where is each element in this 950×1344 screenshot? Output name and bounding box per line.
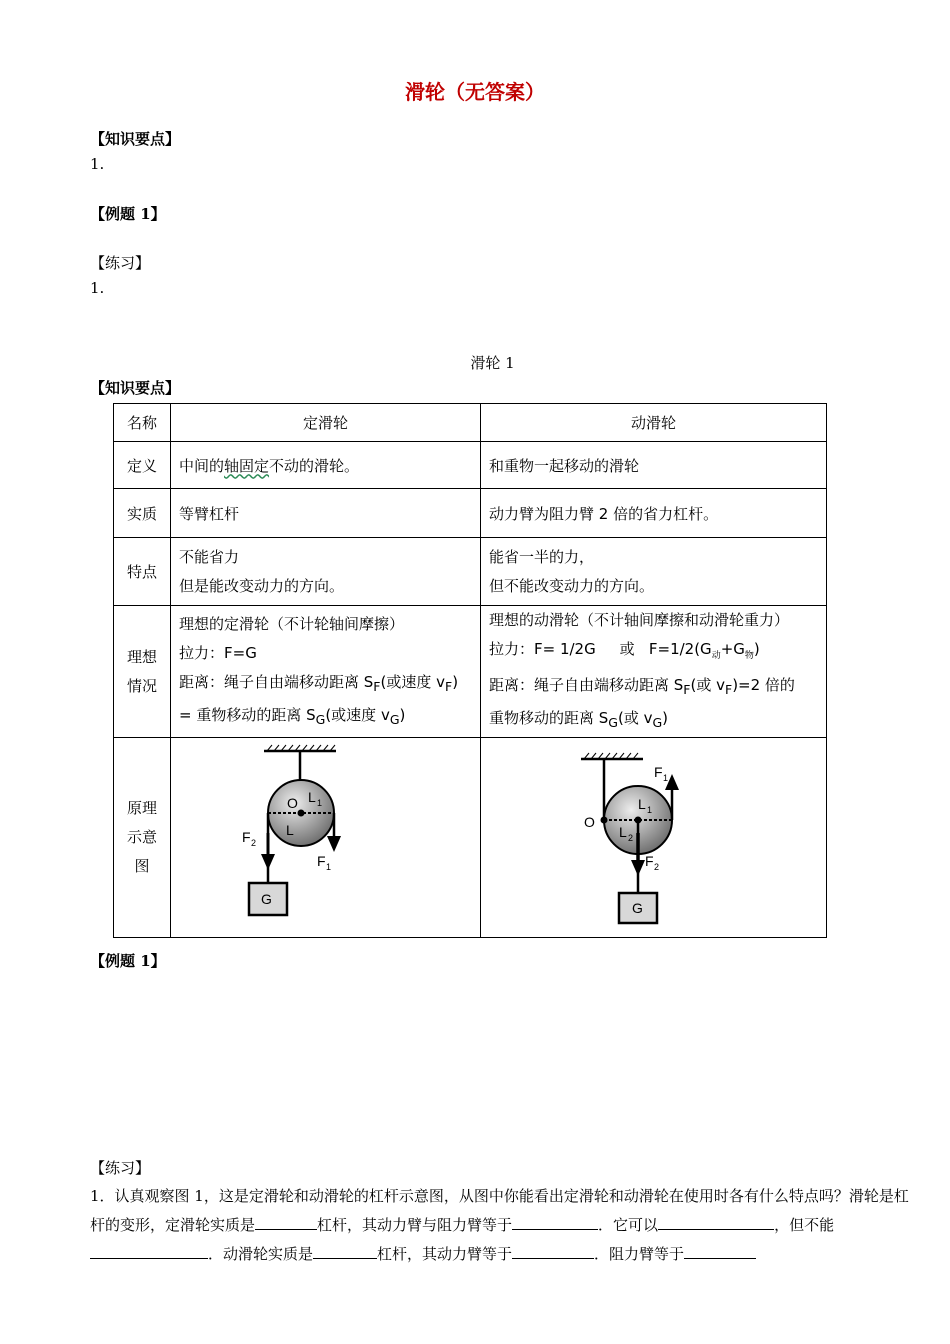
label-f1: F — [654, 764, 663, 780]
table-row-ideal — [114, 606, 827, 738]
fixed-ideal-line-3 — [179, 668, 472, 701]
movable-definition: 和重物一起移动的滑轮 — [481, 442, 827, 489]
movable-feature-1: 能省一半的力， — [489, 547, 595, 566]
label-f2: F — [645, 853, 654, 869]
fixed-feature-2: 但是能改变动力的方向。 — [179, 576, 345, 595]
fixed-feature-1: 不能省力 — [179, 547, 240, 566]
fixed-pulley-diagram — [171, 738, 481, 933]
movable-ideal-line-2 — [489, 635, 818, 671]
label-l1: L — [638, 796, 646, 812]
label-f2-sub: 2 — [654, 862, 660, 872]
q1-text-e: ，但不能 — [774, 1216, 835, 1234]
row-label-definition: 定义 — [114, 442, 171, 489]
fixed-ideal-4c: ) — [399, 705, 406, 724]
movable-essence: 动力臂为阻力臂 2 倍的省力杠杆。 — [481, 489, 827, 538]
q1-text-b: 杠杆 — [317, 1216, 348, 1234]
movable-ideal-4c: ) — [662, 709, 669, 727]
row-label-ideal — [114, 606, 171, 738]
q1-text-h: ．阻力臂等于 — [594, 1245, 685, 1263]
q1-text-f: ．动滑轮实质是 — [208, 1245, 314, 1263]
section-practice-heading-2: 【练习】 — [90, 1159, 151, 1177]
movable-ideal-2-sub: 动 — [711, 651, 721, 661]
row-label-features: 特点 — [114, 538, 171, 606]
movable-feature-2: 但不能改变动力的方向。 — [489, 576, 655, 595]
table-row-definition — [114, 442, 827, 489]
movable-ideal-3a: 距离：绳子自由端移动距离 S — [489, 676, 684, 694]
label-l2: L — [619, 824, 627, 840]
movable-ideal-4b: (或 v — [617, 709, 653, 727]
pulley-comparison-table — [113, 403, 827, 938]
fixed-pulley-diagram-cell — [171, 738, 481, 938]
answer-blank-5[interactable] — [313, 1244, 377, 1259]
movable-ideal-4a: 重物移动的距离 S — [489, 709, 609, 727]
section-example-heading: 【例题 1】 — [90, 205, 166, 223]
q1-text-a: 1．认真观察图 1，这是定滑轮和动滑轮的杠杆示意图，从图中你能看出定滑轮和动滑轮在使用时各有什么特点吗？滑轮是杠杆的变形，定滑轮实质是 — [90, 1187, 909, 1234]
table-row-diagram — [114, 738, 827, 938]
movable-ideal-2-sub2: 物 — [744, 651, 754, 661]
movable-ideal-3-sub: F — [683, 682, 691, 697]
answer-blank-3b[interactable] — [742, 1215, 774, 1230]
label-f1-sub: 1 — [663, 773, 669, 783]
force-f2-arrow — [261, 854, 275, 870]
ceiling-hatch — [264, 745, 336, 751]
fixed-ideal-3-sub2: F — [445, 678, 453, 694]
ceiling-hatch — [581, 753, 643, 759]
movable-ideal — [481, 606, 827, 738]
fixed-features — [171, 538, 481, 606]
movable-ideal-line-1: 理想的动滑轮（不计轴间摩擦和动滑轮重力） — [489, 611, 790, 629]
section-knowledge-heading-2: 【知识要点】 — [90, 379, 181, 397]
label-f1: F — [317, 853, 326, 869]
fixed-definition-marked: 轴固定 — [224, 456, 270, 475]
row-label-diagram-1: 原理 — [126, 799, 157, 817]
answer-blank-3[interactable] — [658, 1215, 742, 1230]
movable-ideal-line-3 — [489, 671, 818, 704]
label-o: O — [584, 814, 595, 830]
movable-ideal-3c: )=2 倍的 — [732, 676, 795, 694]
answer-blank-4[interactable] — [90, 1244, 208, 1259]
fixed-ideal-3a: 距离：绳子自由端移动距离 S — [179, 672, 374, 691]
fixed-definition-text-2: 不动的滑轮。 — [269, 456, 360, 475]
movable-ideal-3b: (或 v — [690, 676, 725, 694]
practice-question-1 — [90, 1182, 910, 1269]
fixed-ideal-4b: (或速度 v — [325, 705, 390, 724]
movable-ideal-2b: +G — [720, 640, 745, 658]
section-practice-heading: 【练习】 — [90, 254, 151, 272]
label-l1-sub: 1 — [647, 805, 653, 815]
fixed-definition — [171, 442, 481, 489]
header-fixed-pulley: 定滑轮 — [171, 404, 481, 442]
movable-ideal-line-4 — [489, 704, 818, 737]
row-label-diagram-2: 示意 — [126, 828, 157, 846]
pivot-point — [601, 817, 608, 824]
header-name: 名称 — [114, 404, 171, 442]
fixed-ideal-4a: = 重物移动的距离 S — [179, 705, 316, 724]
row-label-ideal-2: 情况 — [126, 676, 157, 695]
fixed-ideal-3-sub: F — [373, 678, 381, 694]
fixed-ideal-line-2: 拉力：F=G — [179, 643, 257, 662]
fixed-ideal-4-sub: G — [315, 711, 326, 727]
force-f1-arrow — [327, 836, 341, 852]
pivot-point — [298, 810, 305, 817]
label-f2-sub: 2 — [251, 838, 257, 848]
answer-blank-7[interactable] — [684, 1244, 756, 1259]
fixed-ideal-line-1: 理想的定滑轮（不计轮轴间摩擦） — [179, 614, 405, 633]
label-l2-sub: 2 — [628, 833, 634, 843]
answer-blank-1[interactable] — [255, 1215, 317, 1230]
practice-item-1: 1. — [90, 279, 105, 297]
fixed-ideal — [171, 606, 481, 738]
q1-text-d: ．它可以 — [598, 1216, 659, 1234]
lesson-subtitle: 滑轮 1 — [470, 354, 515, 372]
q1-text-g: 杠杆，其动力臂等于 — [377, 1245, 513, 1263]
label-f1-sub: 1 — [326, 862, 332, 872]
answer-blank-2[interactable] — [512, 1215, 598, 1230]
fixed-definition-text: 中间的 — [179, 456, 225, 475]
table-row-essence — [114, 489, 827, 538]
knowledge-item-1: 1. — [90, 155, 105, 173]
fixed-essence: 等臂杠杆 — [171, 489, 481, 538]
movable-ideal-4-sub: G — [608, 715, 618, 730]
force-f2-arrow — [631, 860, 645, 876]
movable-pulley-diagram — [481, 738, 827, 933]
label-f2: F — [242, 829, 251, 845]
q1-text-c: ，其动力臂与阻力臂等于 — [347, 1216, 513, 1234]
movable-ideal-3-sub2: F — [725, 682, 733, 697]
row-label-ideal-1: 理想 — [126, 647, 157, 666]
movable-ideal-2a: 拉力：F= 1/2G 或 F=1/2(G — [489, 640, 712, 658]
table-header-row — [114, 404, 827, 442]
label-g: G — [632, 900, 643, 916]
fixed-ideal-3b: (或速度 v — [380, 672, 445, 691]
fixed-ideal-line-4 — [179, 701, 472, 734]
movable-pulley-diagram-cell — [481, 738, 827, 938]
fixed-ideal-4-sub2: G — [389, 711, 400, 727]
section-knowledge-heading: 【知识要点】 — [90, 130, 181, 148]
label-l1-sub: 1 — [317, 798, 323, 808]
row-label-diagram-3: 图 — [134, 857, 150, 875]
header-movable-pulley: 动滑轮 — [481, 404, 827, 442]
movable-ideal-2c: ) — [753, 640, 760, 658]
label-g: G — [261, 891, 272, 907]
section-example-heading-2: 【例题 1】 — [90, 952, 166, 970]
table-row-features — [114, 538, 827, 606]
document-title: 滑轮（无答案） — [405, 80, 545, 104]
label-o: O — [287, 795, 298, 811]
row-label-diagram — [114, 738, 171, 938]
row-label-essence: 实质 — [114, 489, 171, 538]
label-l1: L — [308, 789, 316, 805]
fixed-ideal-3c: ) — [452, 672, 459, 691]
answer-blank-6[interactable] — [512, 1244, 594, 1259]
label-l: L — [286, 822, 294, 838]
movable-features — [481, 538, 827, 606]
movable-ideal-4-sub2: G — [652, 715, 663, 730]
